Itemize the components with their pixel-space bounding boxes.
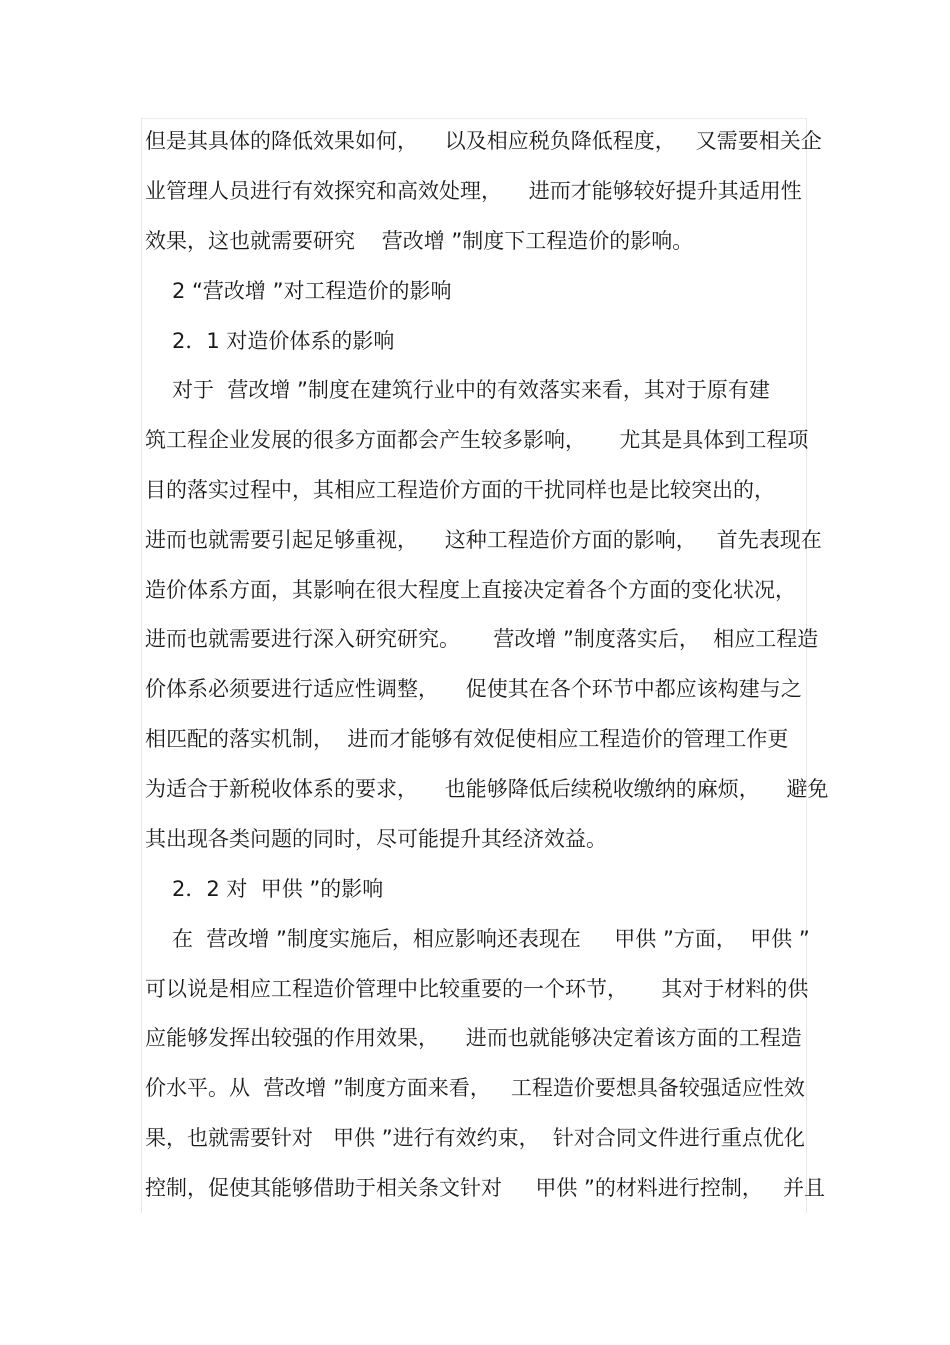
body-text-line: 目的落实过程中，其相应工程造价方面的干扰同样也是比较突出的， [145,478,775,502]
body-text-line: 在 营改增 ”制度实施后，相应影响还表现在 甲供 ”方面， 甲供 ” [172,927,810,951]
body-text-line: 为适合于新税收体系的要求， 也能够降低后续税收缴纳的麻烦， 避免 [145,777,829,801]
subsection-heading: 2．2 对 甲供 ”的影响 [172,877,384,901]
body-text-line: 价水平。从 营改增 ”制度方面来看， 工程造价要想具备较强适应性效 [145,1076,805,1100]
body-text-line: 业管理人员进行有效探究和高效处理， 进而才能够较好提升其适用性 [145,179,802,203]
subsection-heading: 2．1 对造价体系的影响 [172,329,395,353]
body-text-line: 造价体系方面，其影响在很大程度上直接决定着各个方面的变化状况， [145,578,796,602]
body-text-line: 效果，这也就需要研究 营改增 ”制度下工程造价的影响。 [145,229,694,253]
body-text-line: 相匹配的落实机制， 进而才能够有效促使相应工程造价的管理工作更 [145,727,789,751]
section-heading: 2 “营改增 ”对工程造价的影响 [172,279,452,303]
body-text-line: 但是其具体的降低效果如何， 以及相应税负降低程度， 又需要相关企 [145,129,822,153]
body-text-line: 其出现各类问题的同时，尽可能提升其经济效益。 [145,827,607,851]
body-text-line: 应能够发挥出较强的作用效果， 进而也就能够决定着该方面的工程造 [145,1026,802,1050]
body-text-line: 控制，促使其能够借助于相关条文针对 甲供 ”的材料进行控制， 并且 [145,1176,825,1200]
body-text-line: 对于 营改增 ”制度在建筑行业中的有效落实来看，其对于原有建 [172,378,770,402]
body-text-line: 价体系必须要进行适应性调整， 促使其在各个环节中都应该构建与之 [145,677,802,701]
body-text-line: 进而也就需要进行深入研究研究。 营改增 ”制度落实后， 相应工程造 [145,627,819,651]
body-text-line: 筑工程企业发展的很多方面都会产生较多影响， 尤其是具体到工程项 [145,428,809,452]
body-text-line: 进而也就需要引起足够重视， 这种工程造价方面的影响， 首先表现在 [145,528,822,552]
body-text-line: 果，也就需要针对 甲供 ”进行有效约束， 针对合同文件进行重点优化 [145,1126,805,1150]
body-text-line: 可以说是相应工程造价管理中比较重要的一个环节， 其对于材料的供 [145,977,809,1001]
